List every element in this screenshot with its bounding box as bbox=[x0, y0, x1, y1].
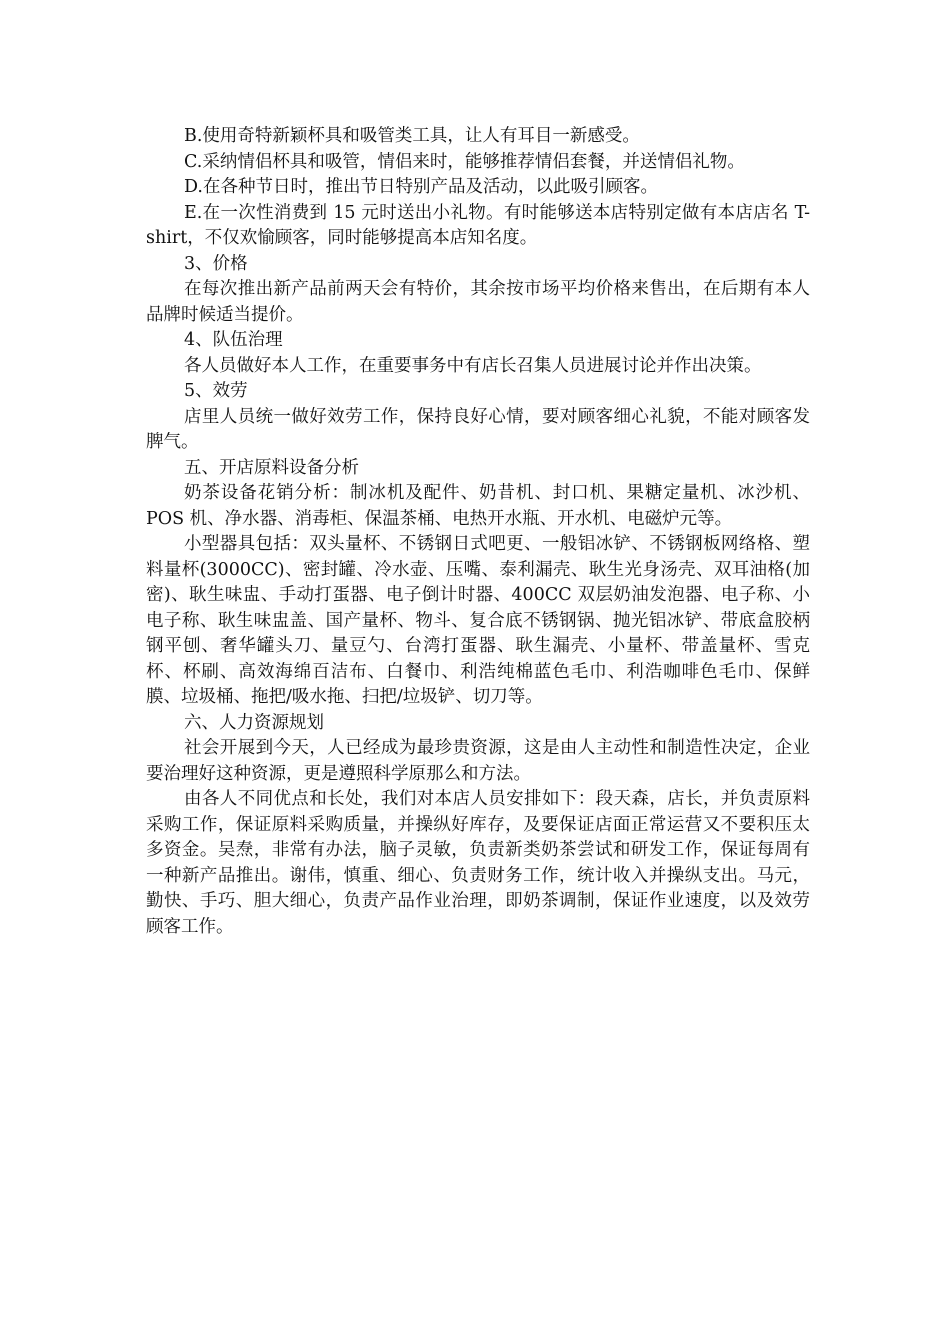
paragraph-item-d: D.在各种节日时，推出节日特别产品及活动，以此吸引顾客。 bbox=[184, 177, 658, 197]
paragraph-tools: 小型器具包括：双头量杯、不锈钢日式吧更、一般铝冰铲、不锈钢板网络格、塑料量杯(3000CC)、密封罐、冷水壶、压嘴、泰利漏壳、耿生光身汤壳、双耳油格(加密)、耿生味盅、手动打蛋器、电子倒计时器、400CC 双层奶油发泡器、电子称、小电子称、耿生味盅盖、国产量杯、物斗、复合底不锈钢锅、抛光铝冰铲、带底盒胶柄钢平刨、奢华罐头刀、量豆勺、台湾打蛋器、耿生漏壳、小量杯、带盖量杯、雪克杯、杯刷、高效海绵百洁布、白餐巾、利浩纯棉蓝色毛巾、利浩咖啡色毛巾、保鲜膜、垃圾桶、拖把/吸水拖、扫把/垃圾铲、切刀等。 bbox=[146, 534, 810, 707]
paragraph-item-b: B.使用奇特新颖杯具和吸管类工具，让人有耳目一新感受。 bbox=[184, 126, 640, 146]
paragraph-hr-intro: 社会开展到今天，人已经成为最珍贵资源，这是由人主动性和制造性决定，企业要治理好这种资源，更是遵照科学原那么和方法。 bbox=[146, 738, 810, 784]
document-page bbox=[146, 124, 810, 940]
paragraph-item-c: C.采纳情侣杯具和吸管，情侣来时，能够推荐情侣套餐，并送情侣礼物。 bbox=[184, 151, 745, 172]
section-heading-price: 3、价格 bbox=[184, 253, 248, 274]
paragraph-hr-staff: 由各人不同优点和长处，我们对本店人员安排如下：段天森，店长，并负责原料采购工作，保证原料采购质量，并操纵好库存，及要保证店面正常运营又不要积压太多资金。吴焘，非常有办法，脑子灵敏，负责新类奶茶尝试和研发工作，保证每周有一种新产品推出。谢伟，慎重、细心、负责财务工作，统计收入并操纵支出。马元，勤快、手巧、胆大细心，负责产品作业治理，即奶茶调制，保证作业速度，以及效劳顾客工作。 bbox=[146, 789, 810, 937]
paragraph-service: 店里人员统一做好效劳工作，保持良好心情，要对顾客细心礼貌，不能对顾客发脾气。 bbox=[146, 406, 810, 452]
paragraph-price: 在每次推出新产品前两天会有特价，其余按市场平均价格来售出，在后期有本人品牌时候适当提价。 bbox=[146, 279, 810, 325]
paragraph-equipment: 奶茶设备花销分析：制冰机及配件、奶昔机、封口机、果糖定量机、冰沙机、POS 机、净水器、消毒柜、保温茶桶、电热开水瓶、开水机、电磁炉元等。 bbox=[146, 483, 810, 529]
section-heading-hr: 六、人力资源规划 bbox=[184, 712, 324, 733]
paragraph-team: 各人员做好本人工作，在重要事务中有店长召集人员进展讨论并作出决策。 bbox=[184, 355, 762, 376]
section-heading-equipment: 五、开店原料设备分析 bbox=[184, 457, 359, 478]
paragraph-item-e: E.在一次性消费到 15 元时送出小礼物。有时能够送本店特别定做有本店店名 T-shirt，不仅欢愉顾客，同时能够提高本店知名度。 bbox=[146, 202, 810, 248]
section-heading-team: 4、队伍治理 bbox=[184, 330, 283, 350]
section-heading-service: 5、效劳 bbox=[184, 381, 248, 401]
